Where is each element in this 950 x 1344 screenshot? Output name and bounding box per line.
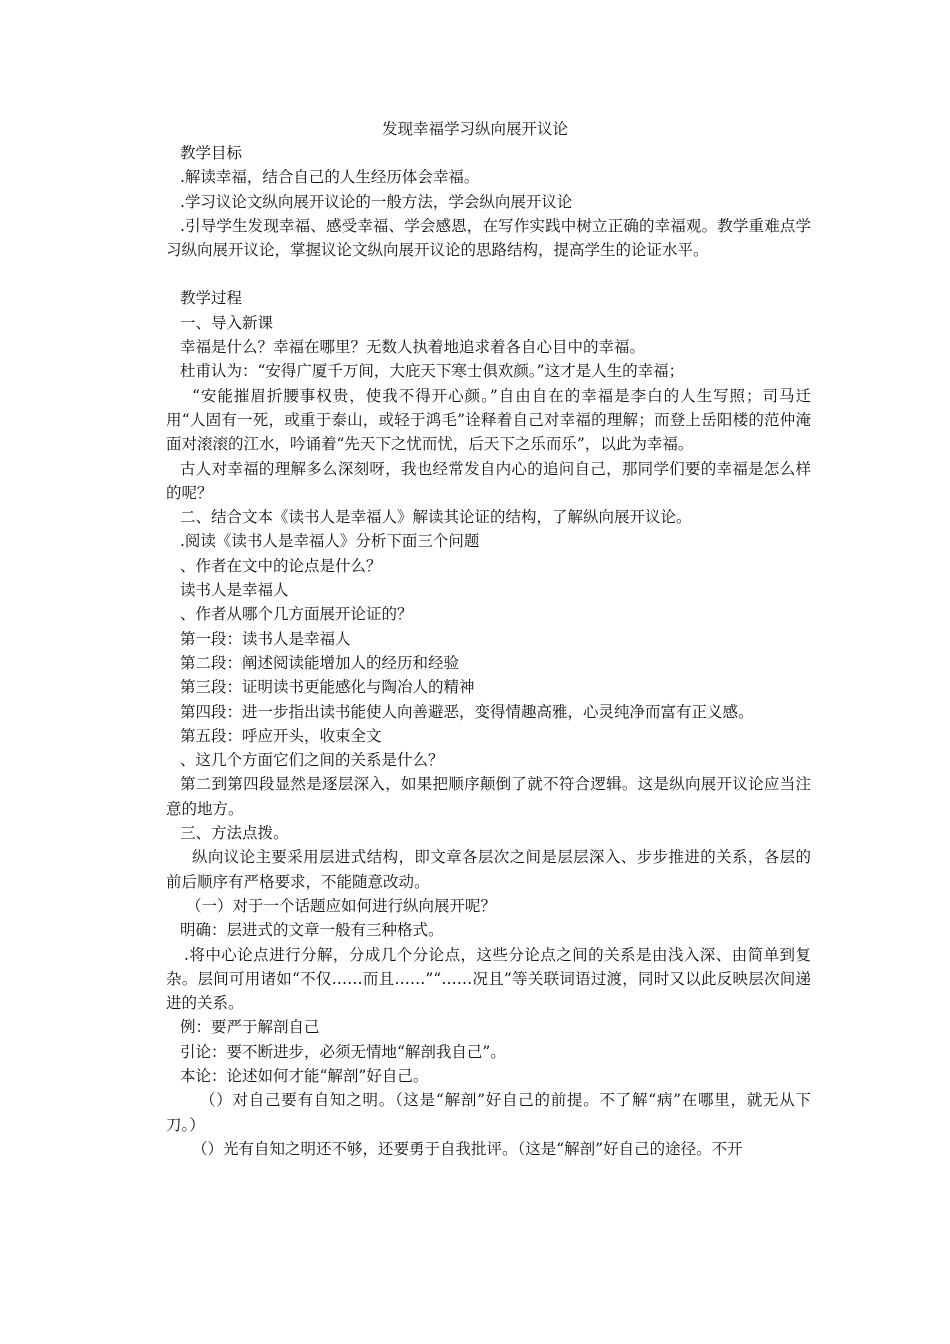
body-paragraph: 杜甫认为：“安得广厦千万间，大庇天下寒士俱欢颜。”这才是人生的幸福； bbox=[180, 362, 685, 381]
body-paragraph: 第二到第四段显然是逐层深入，如果把顺序颠倒了就不符合逻辑。这是纵向展开议论应当注意的地方。 bbox=[166, 775, 811, 818]
paragraph-summary: 第四段：进一步指出读书能使人向善避恶，变得情趣高雅，心灵纯净而富有正义感。 bbox=[180, 702, 754, 721]
body-paragraph: .将中心论点进行分解，分成几个分论点，这些分论点之间的关系是由浅入深、由简单到复杂。层间可用诸如“不仅……而且……”“……况且”等关联词语过渡，同时又以此反映层次间递进的关系。 bbox=[166, 945, 811, 1013]
body-paragraph: 古人对幸福的理解多么深刻呀，我也经常发自内心的追问自己，那同学们要的幸福是怎么样的呢？ bbox=[166, 459, 811, 502]
answer-item: 读书人是幸福人 bbox=[180, 581, 289, 600]
question-item: 、这几个方面它们之间的关系是什么？ bbox=[180, 751, 444, 770]
section-heading: 一、导入新课 bbox=[180, 313, 274, 332]
subsection-heading: （一）对于一个话题应如何进行纵向展开呢？ bbox=[186, 896, 497, 915]
objective-item: .学习议论文纵向展开议论的一般方法，学会纵向展开议论 bbox=[180, 192, 573, 211]
body-paragraph: （）对自己要有自知之明。（这是“解剖”好自己的前提。不了解“病”在哪里，就无从下刀。） bbox=[166, 1091, 811, 1134]
body-paragraph: “安能摧眉折腰事权贵，使我不得开心颜。”自由自在的幸福是李白的人生写照；司马迁用“人固有一死，或重于泰山，或轻于鸿毛”诠释着自己对幸福的理解；而登上岳阳楼的范仲淹面对滚滚的江水，吟诵着“先天下之忧而忧，后天下之乐而乐”，以此为幸福。 bbox=[166, 386, 811, 454]
body-paragraph: .阅读《读书人是幸福人》分析下面三个问题 bbox=[180, 532, 480, 551]
objective-item: .引导学生发现幸福、感受幸福、学会感恩，在写作实践中树立正确的幸福观。教学重难点学习纵向展开议论，掌握议论文纵向展开议论的思路结构，提高学生的论证水平。 bbox=[166, 216, 811, 260]
example-heading: 例：要严于解剖自己 bbox=[180, 1018, 320, 1037]
body-paragraph: 引论：要不断进步，必须无情地“解剖我自己”。 bbox=[180, 1042, 506, 1061]
section-heading-objectives: 教学目标 bbox=[180, 144, 243, 162]
document-body bbox=[166, 141, 811, 1161]
paragraph-gap bbox=[166, 262, 811, 286]
question-item: 、作者在文中的论点是什么？ bbox=[180, 556, 382, 575]
body-paragraph: 本论：论述如何才能“解剖”好自己。 bbox=[180, 1066, 429, 1085]
body-paragraph: （）光有自知之明还不够，还要勇于自我批评。（这是“解剖”好自己的途径。不开 bbox=[192, 1139, 743, 1158]
paragraph-summary: 第三段：证明读书更能感化与陶冶人的精神 bbox=[180, 678, 475, 697]
section-heading: 二、结合文本《读书人是幸福人》解读其论证的结构，了解纵向展开议论。 bbox=[180, 508, 692, 527]
paragraph-summary: 第一段：读书人是幸福人 bbox=[180, 629, 351, 648]
paragraph-summary: 第二段：阐述阅读能增加人的经历和经验 bbox=[180, 653, 460, 672]
objective-item: .解读幸福，结合自己的人生经历体会幸福。 bbox=[180, 168, 480, 187]
body-paragraph: 纵向议论主要采用层进式结构，即文章各层次之间是层层深入、步步推进的关系，各层的前后顺序有严格要求，不能随意改动。 bbox=[166, 848, 811, 891]
paragraph-summary: 第五段：呼应开头，收束全文 bbox=[180, 726, 382, 745]
body-paragraph: 明确：层进式的文章一般有三种格式。 bbox=[180, 921, 444, 940]
section-heading-process: 教学过程 bbox=[180, 289, 243, 308]
section-heading: 三、方法点拨。 bbox=[180, 824, 289, 843]
body-paragraph: 幸福是什么？幸福在哪里？无数人执着地追求着各自心目中的幸福。 bbox=[180, 338, 646, 357]
document-title: 发现幸福学习纵向展开议论 bbox=[381, 120, 568, 138]
question-item: 、作者从哪个几方面展开论证的？ bbox=[180, 605, 413, 624]
